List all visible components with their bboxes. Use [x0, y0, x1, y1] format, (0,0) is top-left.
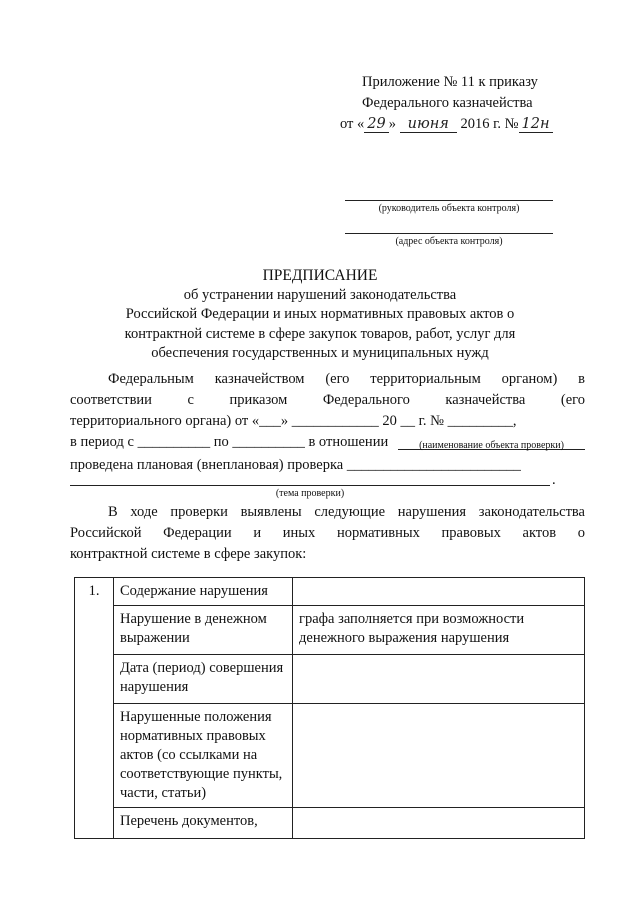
date-mid: »	[388, 116, 396, 132]
order-number: 12н	[519, 116, 553, 133]
address-caption: (адрес объекта контроля)	[395, 236, 503, 247]
violation-number: 1.	[75, 578, 114, 839]
table-row	[75, 808, 585, 839]
topic-line	[70, 485, 550, 486]
p1-line4-text: в период с __________ по __________ в отношении	[70, 434, 389, 450]
p1-end: .	[552, 472, 556, 488]
table-row	[75, 578, 585, 606]
row-value	[293, 655, 585, 704]
p2-line3: контрактной системе в сфере закупок:	[70, 546, 307, 562]
title-sub1: об устранении нарушений законодательства	[183, 286, 457, 303]
row-value	[293, 704, 585, 808]
row-value	[293, 808, 585, 839]
title-sub4: обеспечения государственных и муниципальных нужд	[151, 345, 489, 361]
appendix-date-line	[340, 114, 602, 135]
title-main: ПРЕДПИСАНИЕ	[262, 267, 378, 284]
row-value: графа заполняется при возможности денежного выражения нарушения	[293, 606, 585, 655]
document-title	[60, 266, 580, 364]
object-caption: (наименование объекта проверки)	[419, 440, 564, 451]
topic-caption: (тема проверки)	[275, 488, 345, 499]
violations-table	[74, 577, 585, 839]
row-label: Дата (период) совершения нарушения	[114, 655, 293, 704]
p2-line1: В ходе проверки выявлены следующие нарушения законодательства	[108, 504, 585, 520]
date-day: 29	[364, 116, 388, 133]
p1-line3: территориального органа) от «___» ____________ 20 __ г. № _________,	[70, 413, 517, 429]
address-line	[345, 233, 553, 234]
appendix-line2: Федерального казначейства	[362, 95, 533, 111]
table-row	[75, 655, 585, 704]
date-month: июня	[400, 116, 457, 133]
p2-line2: Российской Федерации и иных нормативных правовых актов о	[70, 525, 585, 541]
appendix-line1: Приложение № 11 к приказу	[362, 74, 538, 90]
row-label: Нарушенные положения нормативных правовых актов (со ссылками на соответствующие пункты, части, статьи)	[114, 704, 293, 808]
head-line	[345, 200, 553, 201]
table-row	[75, 704, 585, 808]
date-year: 2016 г. №	[460, 116, 519, 132]
p1-line1: Федеральным казначейством (его территориальным органом) в	[108, 371, 585, 387]
paragraph-2	[70, 502, 585, 565]
appendix-block	[340, 72, 602, 135]
head-caption: (руководитель объекта контроля)	[378, 203, 520, 214]
date-prefix: от «	[340, 116, 365, 132]
row-label: Нарушение в денежном выражении	[114, 606, 293, 655]
title-sub3: контрактной системе в сфере закупок товаров, работ, услуг для	[124, 325, 516, 342]
table-row	[75, 606, 585, 655]
row-label: Перечень документов,	[114, 808, 293, 839]
p1-line5: проведена плановая (внеплановая) проверка ________________________	[70, 457, 521, 473]
p1-line2: соответствии с приказом Федерального казначейства (его	[70, 392, 585, 408]
row-label: Содержание нарушения	[114, 578, 293, 606]
row-value	[293, 578, 585, 606]
title-sub2: Российской Федерации и иных нормативных правовых актов о	[125, 306, 515, 322]
